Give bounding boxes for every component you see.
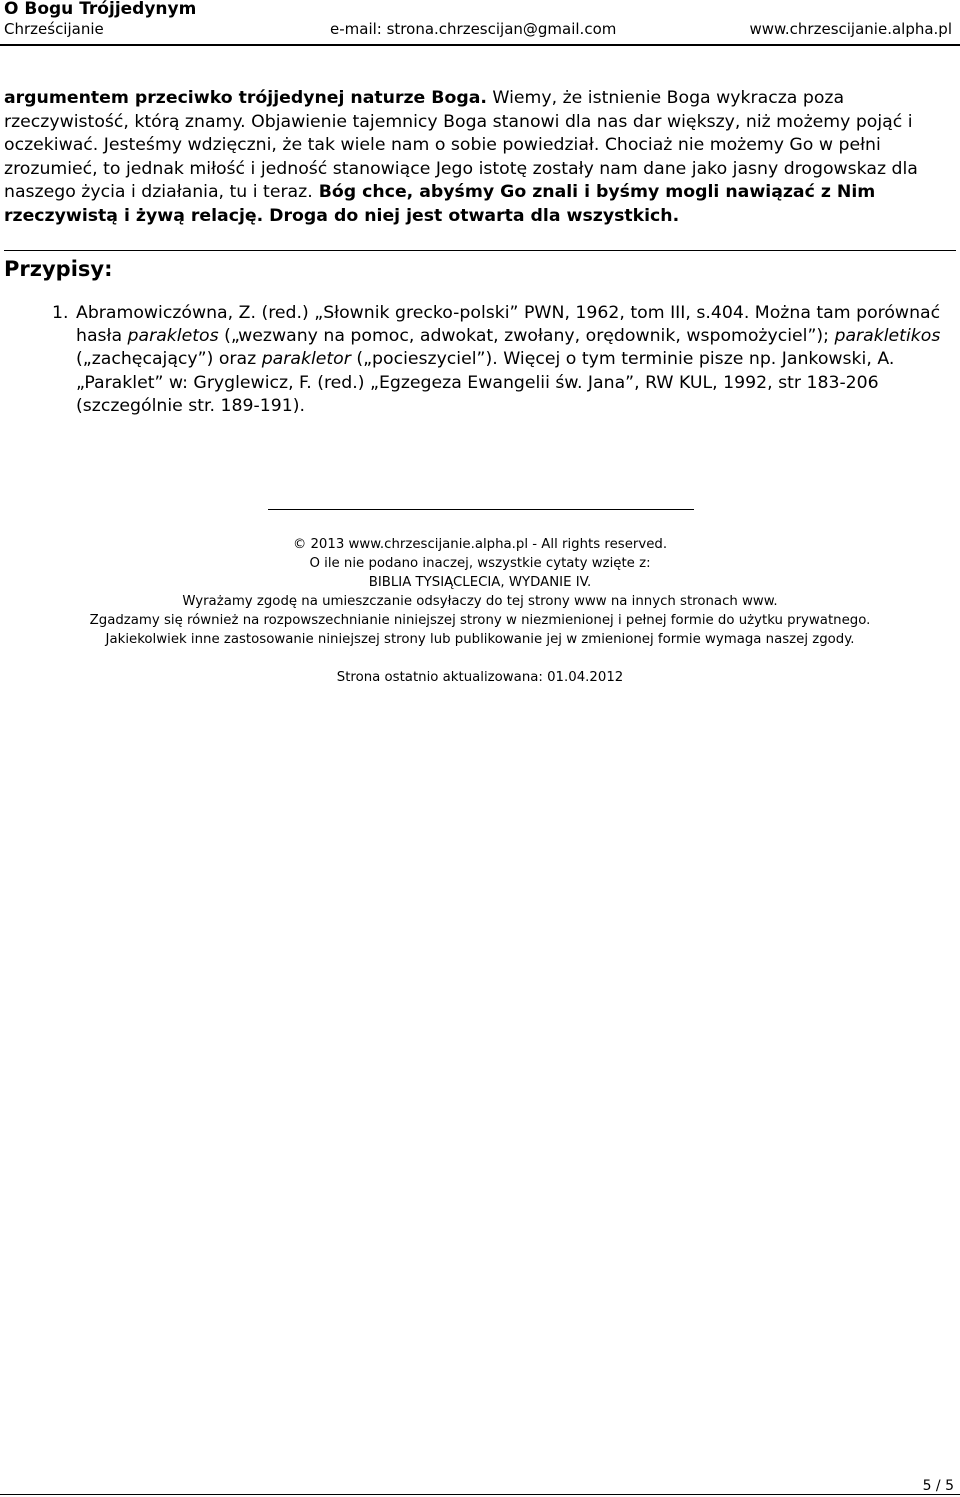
section-divider xyxy=(4,250,956,251)
footnote-term-parakletikos: parakletikos xyxy=(834,326,941,347)
footer-bible-source: BIBLIA TYSIĄCLECIA, WYDANIE IV. xyxy=(368,575,592,590)
header-site-url: www.chrzescijanie.alpha.pl xyxy=(749,20,952,38)
header-email: e-mail: strona.chrzescijan@gmail.com xyxy=(330,20,617,38)
body-bold-start: argumentem przeciwko trójjedynej naturze Boga. xyxy=(4,88,487,108)
footnote-text-part: („zachęcający”) oraz xyxy=(76,349,262,370)
footer-last-updated: Strona ostatnio aktualizowana: 01.04.2012 xyxy=(336,670,624,685)
footer-spacer xyxy=(0,649,960,668)
bottom-divider xyxy=(0,1494,960,1495)
page-footer xyxy=(0,535,960,687)
footer-divider xyxy=(268,509,694,510)
footer-restriction: Jakiekolwiek inne zastosowanie niniejszej strony lub publikowanie jej w zmienionej formie wymaga naszej zgody. xyxy=(105,632,855,647)
header-category: Chrześcijanie xyxy=(4,20,104,38)
page-header xyxy=(0,0,960,46)
document-title: O Bogu Trójjedynym xyxy=(4,0,197,19)
footnotes-list xyxy=(52,302,952,418)
footnote-text-part: („wezwany na pomoc, adwokat, zwołany, orędownik, wspomożyciel”); xyxy=(218,326,835,347)
footnote-text-part: („pocieszyciel”). Więcej o tym terminie pisze np. Jankowski, A. „Paraklet” w: Gryglewicz, F. (red.) „Egzegeza Ewangelii św. Jana”, RW KUL, 1992, str 183-206 (szczególnie str. 189-191). xyxy=(76,349,895,416)
footer-quote-note: O ile nie podano inaczej, wszystkie cytaty wzięte z: xyxy=(309,556,651,571)
footnotes-heading: Przypisy: xyxy=(4,257,113,281)
footer-distribution: Zgadzamy się również na rozpowszechnianie niniejszej strony w niezmienionej i pełnej formie do użytku prywatnego. xyxy=(89,613,871,628)
footnote-term-parakletos: parakletos xyxy=(127,326,219,347)
footer-links-consent: Wyrażamy zgodę na umieszczanie odsyłaczy do tej strony www na innych stronach www. xyxy=(182,594,778,609)
page-number: 5 / 5 xyxy=(922,1478,954,1494)
body-bold-end: Bóg chce, abyśmy Go znali i byśmy mogli nawiązać z Nim rzeczywistą i żywą relację. Droga do niej jest otwarta dla wszystkich. xyxy=(4,182,876,226)
header-info-row xyxy=(4,19,952,39)
footnote-text-part: Abramowiczówna, Z. (red.) „Słownik grecko-polski” PWN, 1962, tom III, s.404. Można tam porównać hasła xyxy=(76,303,941,347)
footnote-text xyxy=(76,302,952,418)
header-divider xyxy=(0,44,960,46)
footer-copyright: © 2013 www.chrzescijanie.alpha.pl - All rights reserved. xyxy=(292,537,668,552)
footnote-term-parakletor: parakletor xyxy=(261,349,351,370)
footnote-item xyxy=(52,302,952,418)
footnote-number: 1. xyxy=(52,303,69,323)
body-text-main: Wiemy, że istnienie Boga wykracza poza rzeczywistość, którą znamy. Objawienie tajemnicy Boga stanowi dla nas dar większy, niż możemy pojąć i oczekiwać. Jesteśmy wdzięczni, że tak wiele nam o sobie powiedział. Chociaż nie możemy Go w pełni zrozumieć, to jednak miłość i jedność stanowiące Jego istotę zostały nam dane jako jasny drogowskaz dla naszego życia i działania, tu i teraz. xyxy=(4,88,918,203)
body-paragraph xyxy=(4,87,954,229)
